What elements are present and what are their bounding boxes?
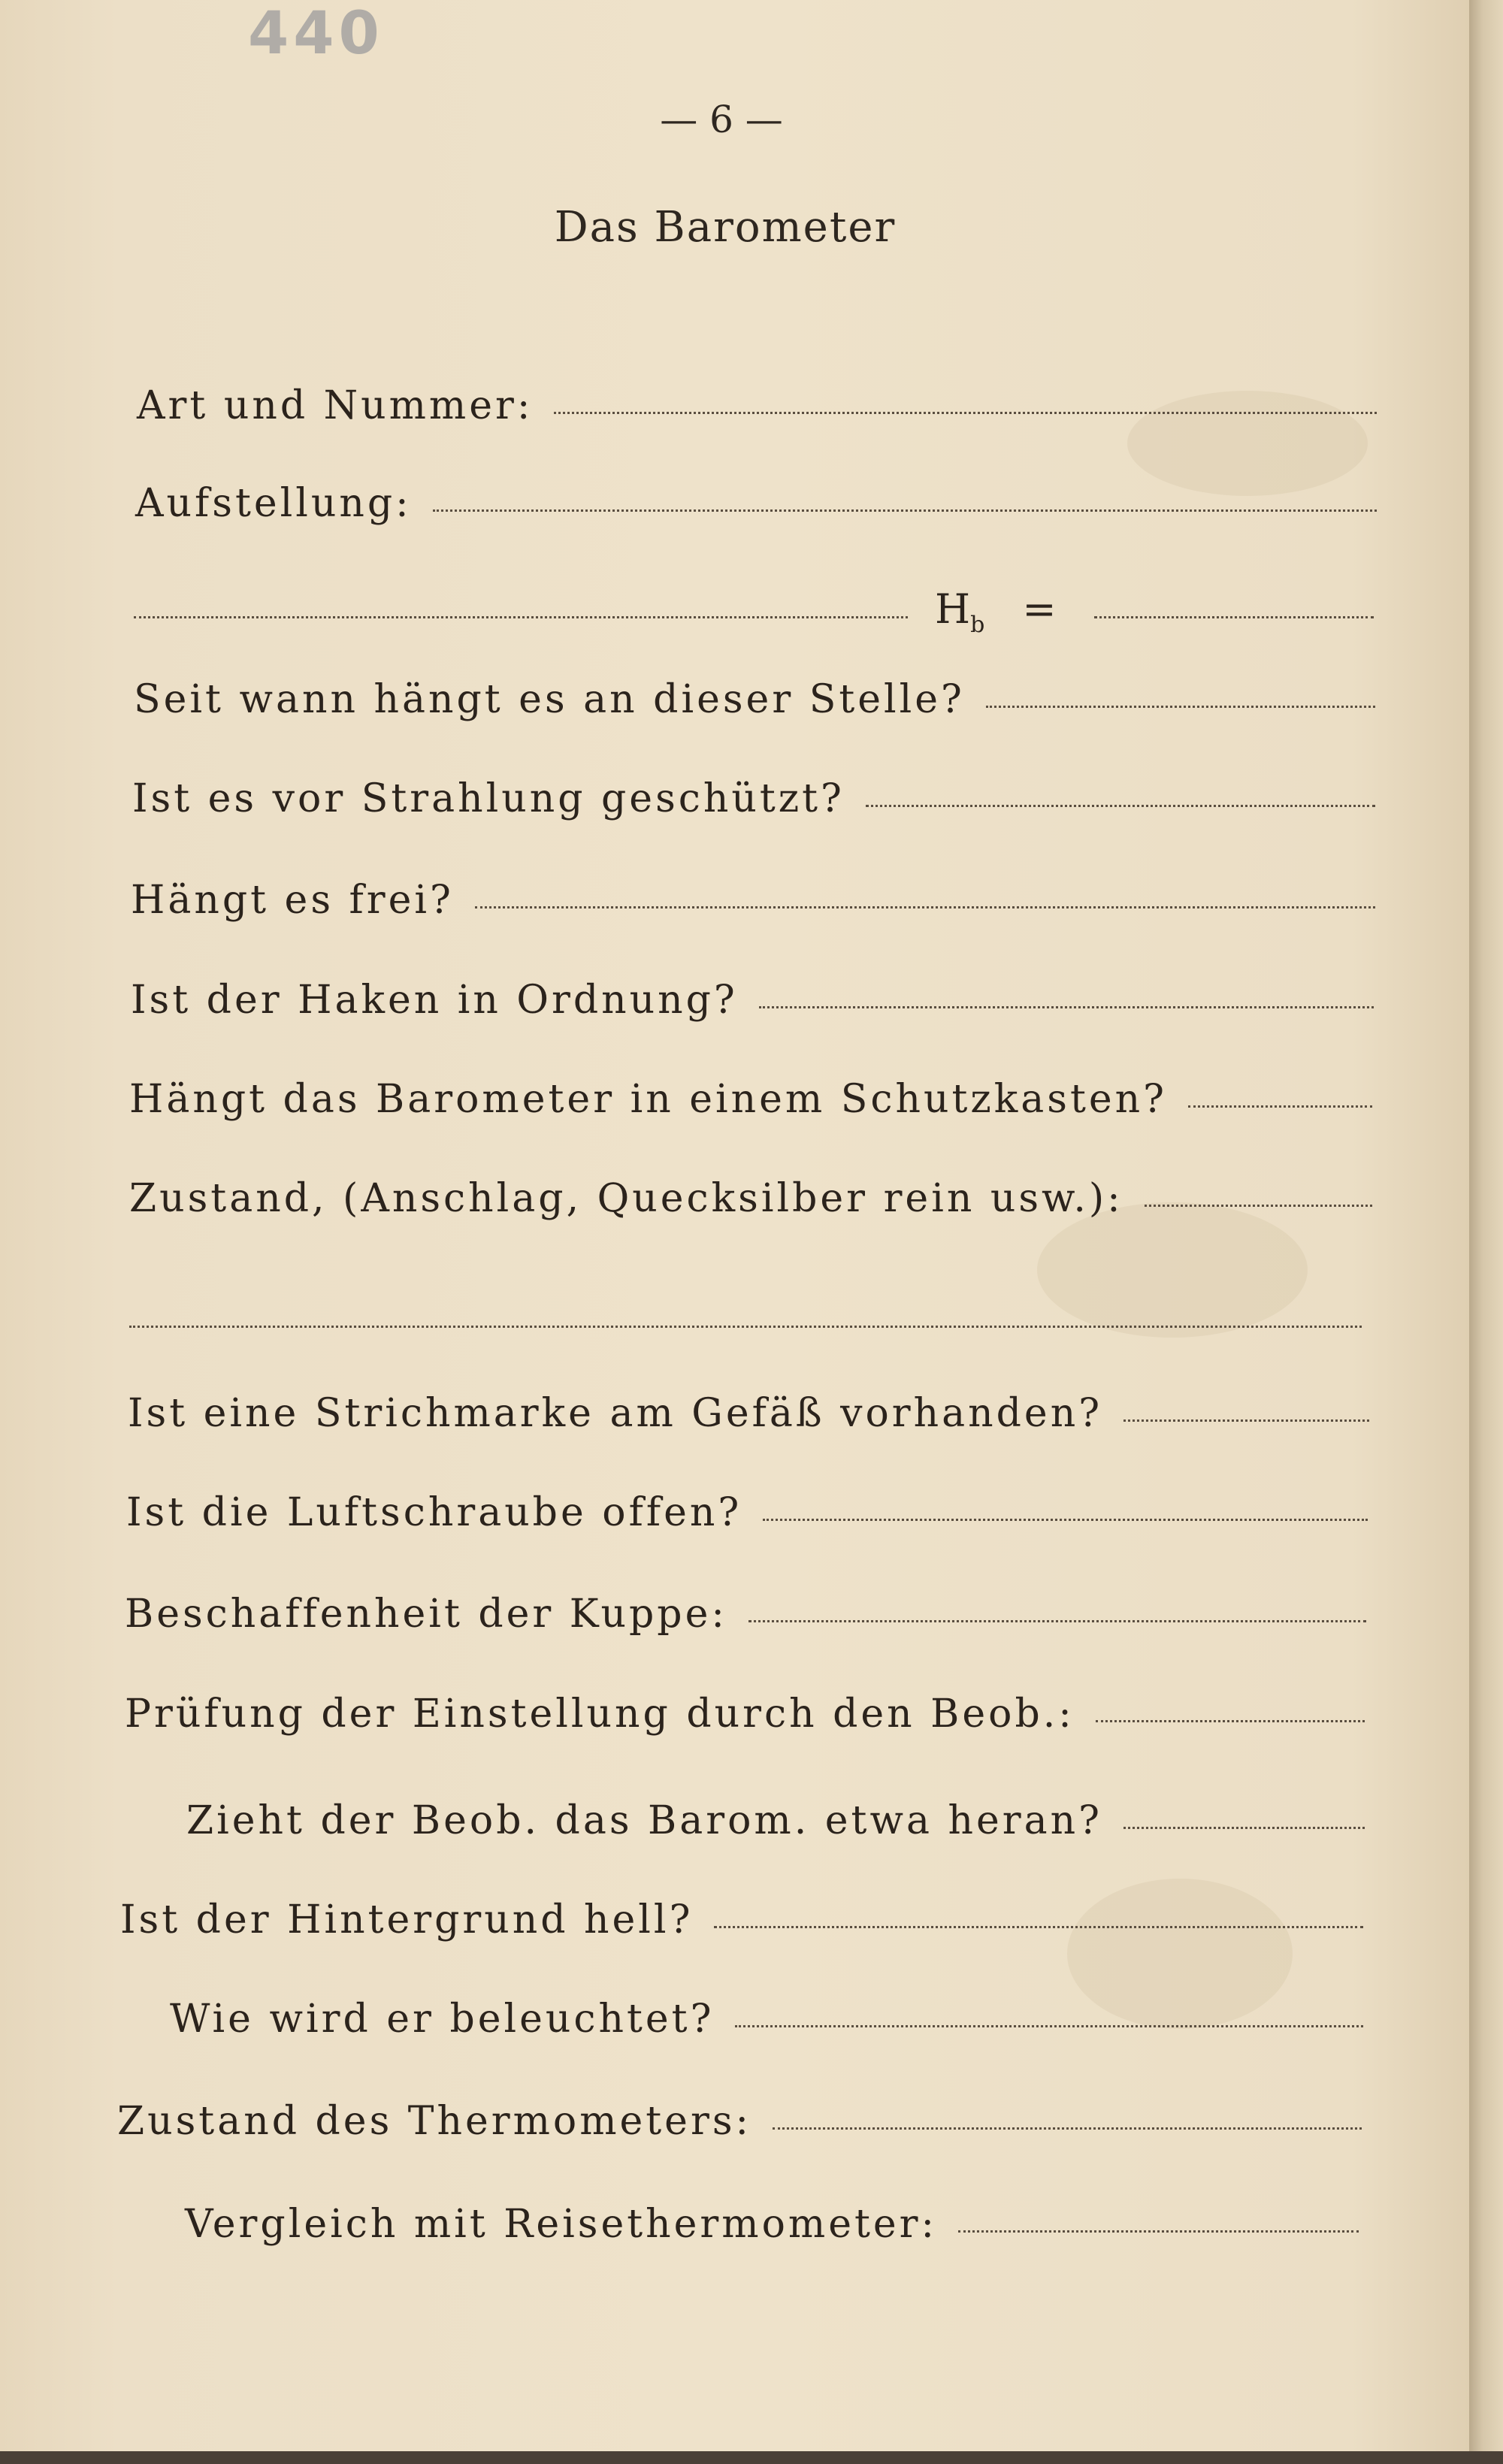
fill-in-line[interactable] xyxy=(433,509,1377,512)
fill-in-line[interactable] xyxy=(866,805,1375,807)
fill-in-line[interactable] xyxy=(1123,1827,1365,1829)
fill-in-line[interactable] xyxy=(554,412,1377,414)
field-label: Aufstellung: xyxy=(135,481,412,526)
fill-in-line[interactable] xyxy=(773,2127,1362,2130)
field-zieht-heran xyxy=(186,1794,1365,1847)
hb-symbol: $H_b$ xyxy=(935,585,985,638)
fill-in-line[interactable] xyxy=(759,1006,1374,1008)
field-strahlung xyxy=(132,772,1375,825)
fill-in-line[interactable] xyxy=(1145,1205,1372,1207)
field-schutzkasten xyxy=(129,1073,1372,1126)
equals-sign: = xyxy=(1022,585,1057,633)
fill-in-line[interactable] xyxy=(1096,1720,1365,1722)
fill-in-line[interactable] xyxy=(134,616,908,618)
field-label: Zustand, (Anschlag, Quecksilber rein usw.): xyxy=(129,1176,1123,1221)
field-pruefung xyxy=(125,1688,1365,1740)
fill-in-line[interactable] xyxy=(475,906,1375,909)
page-title: Das Barometer xyxy=(554,203,897,252)
field-hb xyxy=(134,583,1374,652)
field-label: Ist eine Strichmarke am Gefäß vorhanden? xyxy=(128,1391,1103,1436)
field-art-und-nummer xyxy=(137,379,1377,432)
field-label: Beschaffenheit der Kuppe: xyxy=(125,1592,727,1637)
field-strichmarke xyxy=(128,1387,1369,1440)
field-label: Zieht der Beob. das Barom. etwa heran? xyxy=(186,1798,1102,1843)
field-haengt-frei xyxy=(131,874,1375,927)
field-zustand xyxy=(129,1172,1372,1225)
fill-in-line[interactable] xyxy=(1123,1419,1369,1422)
fill-in-line[interactable] xyxy=(1188,1105,1372,1108)
fill-in-line[interactable] xyxy=(714,1926,1363,1928)
field-label: Ist die Luftschraube offen? xyxy=(126,1490,742,1535)
field-kuppe xyxy=(125,1588,1366,1640)
field-beleuchtet xyxy=(170,1993,1363,2045)
field-label: Hängt es frei? xyxy=(131,878,454,923)
field-luftschraube xyxy=(126,1486,1368,1539)
bottom-binding-edge xyxy=(0,2451,1503,2464)
field-label: Seit wann hängt es an dieser Stelle? xyxy=(134,677,965,722)
field-haken xyxy=(131,974,1374,1026)
field-label: Vergleich mit Reisethermometer: xyxy=(185,2202,938,2247)
field-label: Hängt das Barometer in einem Schutzkasten? xyxy=(129,1077,1167,1122)
field-hintergrund xyxy=(120,1894,1363,1946)
field-label: Ist es vor Strahlung geschützt? xyxy=(132,776,845,821)
field-label: Prüfung der Einstellung durch den Beob.: xyxy=(125,1692,1075,1737)
field-label: Ist der Haken in Ordnung? xyxy=(131,978,738,1023)
fill-in-line[interactable] xyxy=(958,2230,1359,2233)
field-seit-wann xyxy=(134,673,1375,726)
field-aufstellung xyxy=(135,477,1377,530)
archive-stamp: 440 xyxy=(248,0,384,68)
field-label: Zustand des Thermometers: xyxy=(117,2099,752,2144)
field-thermometer xyxy=(117,2095,1362,2148)
field-label: Ist der Hintergrund hell? xyxy=(120,1897,694,1942)
page-number: — 6 — xyxy=(660,98,783,141)
field-vergleich xyxy=(185,2198,1359,2251)
field-label: Wie wird er beleuchtet? xyxy=(170,1997,715,2042)
field-label: Art und Nummer: xyxy=(137,383,534,428)
fill-in-line[interactable] xyxy=(735,2025,1363,2027)
fill-in-line-continuation[interactable] xyxy=(129,1326,1362,1328)
adjacent-page-edge xyxy=(1469,0,1503,2464)
fill-in-line[interactable] xyxy=(763,1519,1368,1521)
fill-in-line[interactable] xyxy=(748,1620,1366,1622)
fill-in-line[interactable] xyxy=(986,706,1375,708)
fill-in-line[interactable] xyxy=(1094,616,1374,618)
